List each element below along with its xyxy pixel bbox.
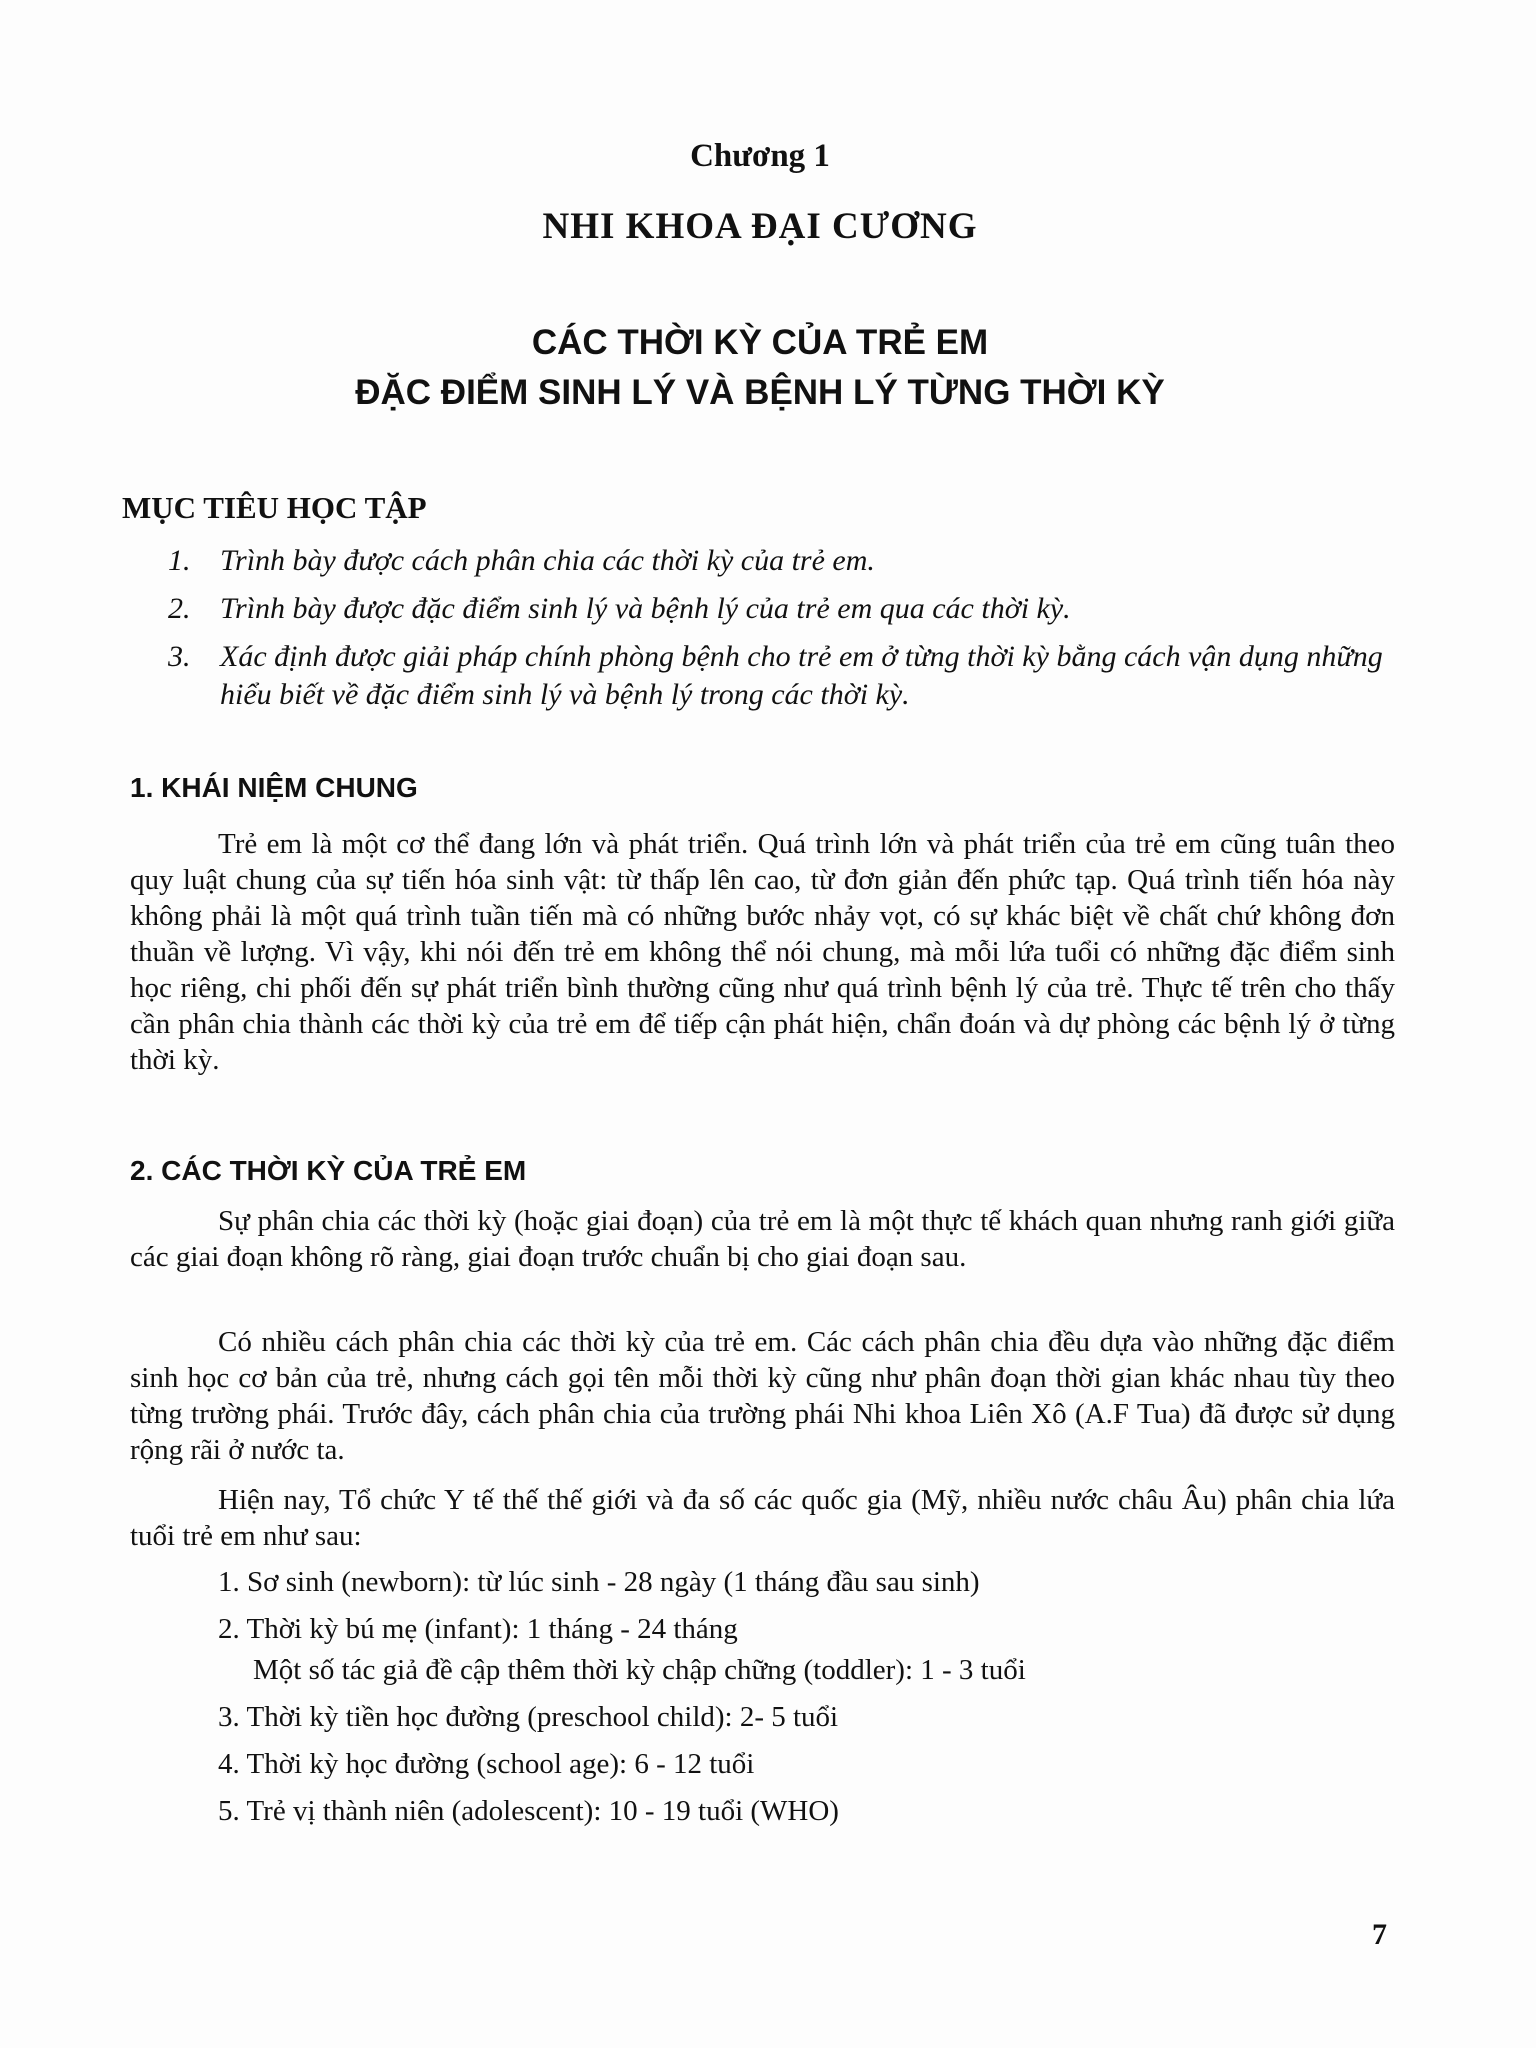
objective-text: Trình bày được đặc điểm sinh lý và bệnh lý của trẻ em qua các thời kỳ. xyxy=(220,592,1071,625)
lesson-title-line-1: CÁC THỜI KỲ CỦA TRẺ EM xyxy=(531,323,989,362)
age-period-item: 3. Thời kỳ tiền học đường (preschool child): 2- 5 tuổi xyxy=(218,1701,839,1733)
age-period-list xyxy=(218,1564,1368,1840)
objective-text: Trình bày được cách phân chia các thời kỳ của trẻ em. xyxy=(220,544,875,577)
objective-item xyxy=(168,542,1393,580)
section-2-paragraph-3: Hiện nay, Tổ chức Y tế thế thế giới và đa số các quốc gia (Mỹ, nhiều nước châu Âu) phân chia lứa tuổi trẻ em như sau: xyxy=(130,1484,1395,1552)
page-number: 7 xyxy=(1372,1918,1387,1951)
objective-number: 1. xyxy=(168,544,191,577)
objectives-heading: MỤC TIÊU HỌC TẬP xyxy=(122,490,427,525)
section-1-paragraph: Trẻ em là một cơ thể đang lớn và phát triển. Quá trình lớn và phát triển của trẻ em cũng tuân theo quy luật chung của sự tiến hóa sinh vật: từ thấp lên cao, từ đơn giản đến phức tạp. Quá trình tiến hóa này không phải là một quá trình tuần tiến mà có những bước nhảy vọt, có sự khác biệt về chất chứ không đơn thuần về lượng. Vì vậy, khi nói đến trẻ em không thể nói chung, mà mỗi lứa tuổi có những đặc điểm sinh học riêng, chi phối đến sự phát triển bình thường cũng như quá trình bệnh lý của trẻ. Thực tế trên cho thấy cần phân chia thành các thời kỳ của trẻ em để tiếp cận phát hiện, chẩn đoán và dự phòng các bệnh lý ở từng thời kỳ. xyxy=(130,828,1395,1076)
lesson-title-line-2: ĐẶC ĐIỂM SINH LÝ VÀ BỆNH LÝ TỪNG THỜI KỲ xyxy=(355,373,1165,412)
objective-number: 2. xyxy=(168,592,191,625)
age-period-item: 2. Thời kỳ bú mẹ (infant): 1 tháng - 24 tháng xyxy=(218,1613,738,1645)
age-period-item: 5. Trẻ vị thành niên (adolescent): 10 - 19 tuổi (WHO) xyxy=(218,1795,839,1827)
section-2-heading: 2. CÁC THỜI KỲ CỦA TRẺ EM xyxy=(130,1155,527,1186)
age-period-item: 4. Thời kỳ học đường (school age): 6 - 12 tuổi xyxy=(218,1748,755,1780)
objective-item xyxy=(168,638,1393,714)
chapter-label: Chương 1 xyxy=(690,138,830,174)
chapter-title: NHI KHOA ĐẠI CƯƠNG xyxy=(542,206,978,247)
objective-number: 3. xyxy=(168,640,191,673)
age-period-note: Một số tác giả đề cập thêm thời kỳ chập chững (toddler): 1 - 3 tuổi xyxy=(253,1654,1026,1686)
section-2-paragraph-1: Sự phân chia các thời kỳ (hoặc giai đoạn) của trẻ em là một thực tế khách quan nhưng ranh giới giữa các giai đoạn không rõ ràng, giai đoạn trước chuẩn bị cho giai đoạn sau. xyxy=(130,1205,1395,1273)
section-2-paragraph-2: Có nhiều cách phân chia các thời kỳ của trẻ em. Các cách phân chia đều dựa vào những đặc điểm sinh học cơ bản của trẻ, nhưng cách gọi tên mỗi thời kỳ cũng như phân đoạn thời gian khác nhau tùy theo từng trường phái. Trước đây, cách phân chia của trường phái Nhi khoa Liên Xô (A.F Tua) đã được sử dụng rộng rãi ở nước ta. xyxy=(130,1326,1395,1466)
age-period-item: 1. Sơ sinh (newborn): từ lúc sinh - 28 ngày (1 tháng đầu sau sinh) xyxy=(218,1566,980,1598)
objective-item xyxy=(168,590,1393,628)
lesson-title xyxy=(0,318,1520,418)
objective-text: Xác định được giải pháp chính phòng bệnh cho trẻ em ở từng thời kỳ bằng cách vận dụng những hiểu biết về đặc điểm sinh lý và bệnh lý trong các thời kỳ. xyxy=(220,640,1383,711)
section-1-heading: 1. KHÁI NIỆM CHUNG xyxy=(130,772,418,803)
objectives-list xyxy=(168,542,1393,724)
